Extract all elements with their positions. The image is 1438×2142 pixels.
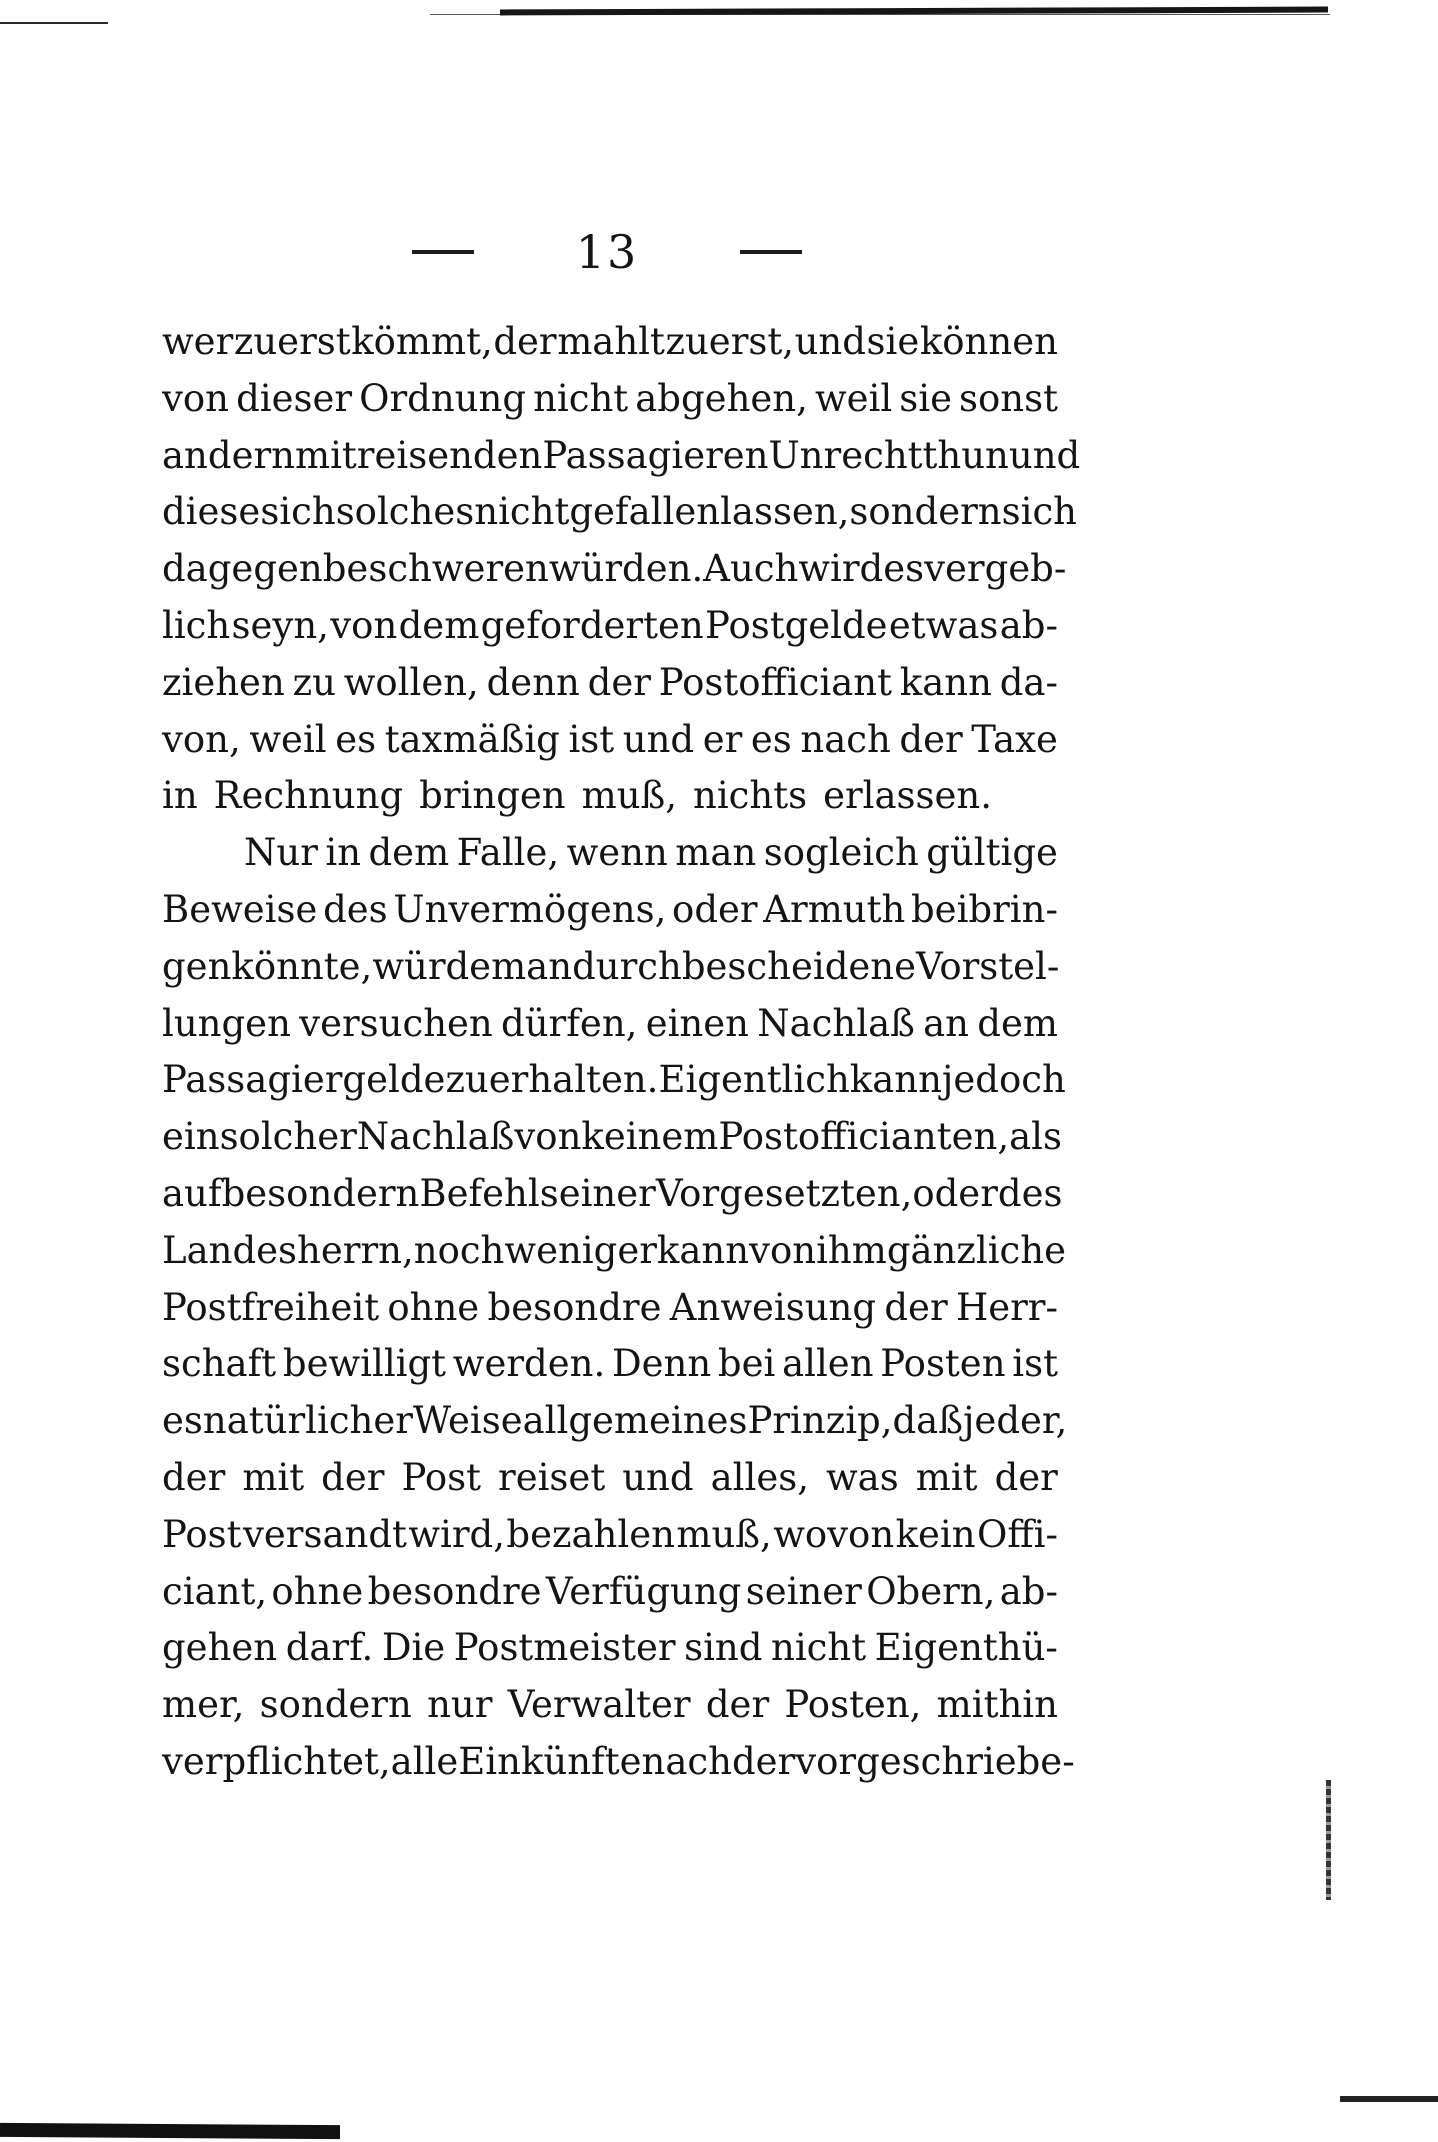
word: solcher xyxy=(219,1115,357,1159)
word: Landesherrn, xyxy=(162,1228,414,1272)
word: der xyxy=(994,1455,1058,1499)
word: man xyxy=(491,944,573,988)
text-line xyxy=(162,1620,1058,1677)
word: der xyxy=(493,320,557,363)
text-line xyxy=(162,939,1058,996)
word: was xyxy=(826,1455,899,1499)
text-line xyxy=(162,1677,1058,1734)
word: Einkünfte xyxy=(458,1739,642,1783)
word: Beweise xyxy=(162,887,318,931)
word: dem xyxy=(368,831,450,875)
word: abgehen, xyxy=(635,376,808,420)
header-dash-right xyxy=(740,250,802,254)
word: weil xyxy=(814,376,893,420)
word: der xyxy=(162,1455,226,1499)
body-text xyxy=(162,314,1081,1791)
text-line xyxy=(162,1109,1062,1166)
word: von, xyxy=(162,717,241,761)
text-line xyxy=(162,825,1058,882)
word: mer, xyxy=(162,1683,245,1727)
word: zu xyxy=(445,1058,489,1102)
word: Post xyxy=(401,1455,481,1499)
word: allen xyxy=(782,1342,874,1386)
word: von xyxy=(330,603,398,647)
word: Postofficiant xyxy=(658,660,892,704)
word: lungen xyxy=(162,1001,291,1045)
word: nicht xyxy=(533,376,629,420)
word: bei xyxy=(717,1342,776,1386)
text-line xyxy=(162,882,1058,939)
word: Postgelde xyxy=(705,603,888,647)
word: Nur xyxy=(244,831,318,875)
word: muß, xyxy=(676,1512,772,1556)
word: Auch xyxy=(703,547,799,591)
word: kann xyxy=(849,1058,942,1102)
page-header xyxy=(412,222,802,282)
word: mit xyxy=(915,1455,978,1499)
word: von xyxy=(749,1228,817,1272)
word: besondre xyxy=(367,1569,542,1613)
word: besondre xyxy=(487,1285,662,1329)
word: allgemeines xyxy=(522,1399,748,1443)
word: Eigentlich xyxy=(658,1058,850,1102)
word: daß xyxy=(892,1399,963,1443)
word: der xyxy=(587,660,651,704)
word: sondern xyxy=(849,490,1002,534)
word: an xyxy=(923,1001,969,1045)
word: oder xyxy=(912,1171,998,1215)
text-line xyxy=(162,484,1077,541)
word: es xyxy=(883,547,925,591)
word: nach xyxy=(800,717,891,761)
text-line xyxy=(162,598,1058,655)
word: Vorstel- xyxy=(916,944,1060,988)
word: oder xyxy=(672,887,758,931)
word: der xyxy=(321,1455,385,1499)
word: alles, xyxy=(710,1455,809,1499)
word: Verwalter xyxy=(507,1683,691,1727)
word: es xyxy=(750,717,792,761)
word: vorgeschriebe- xyxy=(795,1739,1075,1783)
text-line xyxy=(162,996,1058,1053)
word: seiner xyxy=(745,1569,862,1613)
word: würde xyxy=(372,944,492,988)
word: ohne xyxy=(271,1569,364,1613)
word: seyn, xyxy=(231,603,329,647)
word: nicht xyxy=(771,1626,867,1670)
word: Nachlaß xyxy=(757,1001,915,1045)
word: gültige xyxy=(926,831,1058,875)
word: Falle, xyxy=(456,831,560,875)
word: Rechnung xyxy=(213,774,404,818)
word: vergeb- xyxy=(924,547,1067,591)
word: jeder, xyxy=(962,1399,1068,1443)
word: bezahlen xyxy=(506,1512,675,1556)
word: bewilligt xyxy=(282,1342,447,1386)
word: noch xyxy=(413,1228,505,1272)
word: wenn xyxy=(566,831,668,875)
word: ist xyxy=(1012,1342,1058,1386)
word: Denn xyxy=(611,1342,712,1386)
text-line xyxy=(162,655,1058,712)
word: von xyxy=(162,376,230,420)
text-line xyxy=(162,1280,1058,1337)
word: Offi- xyxy=(977,1512,1058,1556)
text-line xyxy=(162,371,1058,428)
word: ist xyxy=(568,717,615,761)
word: des xyxy=(323,887,388,931)
word: Herr- xyxy=(955,1285,1058,1329)
word: ab- xyxy=(999,603,1058,647)
word: kann xyxy=(899,660,992,704)
word: erhalten. xyxy=(488,1058,659,1102)
word: es xyxy=(335,717,377,761)
word: da- xyxy=(999,660,1058,704)
word: sondern xyxy=(259,1683,412,1727)
text-line xyxy=(162,1393,1068,1450)
text-line xyxy=(162,1734,1075,1791)
word: wollen, xyxy=(343,660,479,704)
scan-edge-line xyxy=(0,22,108,24)
text-line xyxy=(162,1336,1058,1393)
word: nach xyxy=(641,1739,732,1783)
word: jedoch xyxy=(941,1058,1066,1102)
word: taxmäßig xyxy=(384,717,560,761)
word: bescheidene xyxy=(681,944,917,988)
word: bringen xyxy=(419,774,566,818)
word: dieser xyxy=(236,376,353,420)
word: Passagiergelde xyxy=(162,1058,446,1102)
word: sich xyxy=(260,490,336,534)
word: diese xyxy=(162,490,261,534)
word: Unrecht xyxy=(768,433,923,477)
word: Weise xyxy=(412,1399,523,1443)
word: lassen, xyxy=(720,490,850,534)
word: können xyxy=(919,320,1058,363)
word: der xyxy=(899,717,963,761)
word: lich xyxy=(162,603,231,647)
word: etwas xyxy=(888,603,999,647)
text-line xyxy=(162,541,1067,598)
word: er xyxy=(702,717,743,761)
word: Unvermögens, xyxy=(393,887,667,931)
word: in xyxy=(162,774,198,818)
text-line xyxy=(162,428,1081,485)
word: sich xyxy=(1001,490,1077,534)
word: Postmeister xyxy=(453,1626,676,1670)
word: denn xyxy=(486,660,580,704)
word: Befehl xyxy=(419,1171,540,1215)
word: Posten xyxy=(880,1342,1006,1386)
page-number: 13 xyxy=(575,225,639,279)
word: versandt xyxy=(242,1512,407,1556)
word: gen xyxy=(162,944,232,988)
word: thun xyxy=(922,433,1009,477)
word: und xyxy=(622,1455,694,1499)
word: gefallen xyxy=(569,490,721,534)
text-line xyxy=(162,1223,1066,1280)
word: Postofficianten, xyxy=(718,1115,1010,1159)
word: ohne xyxy=(387,1285,480,1329)
word: darf. xyxy=(285,1626,374,1670)
word: würden. xyxy=(548,547,704,591)
word: werden. xyxy=(452,1342,606,1386)
word: der xyxy=(884,1285,948,1329)
word: zuerst, xyxy=(665,320,794,363)
word: Taxe xyxy=(971,717,1058,761)
text-line xyxy=(162,768,1058,825)
word: Post xyxy=(162,1512,242,1556)
text-line xyxy=(162,1052,1066,1109)
text-line xyxy=(162,314,1058,371)
word: schaft xyxy=(162,1342,277,1386)
word: Anweisung xyxy=(669,1285,877,1329)
word: Passagieren xyxy=(542,433,769,477)
word: Armuth xyxy=(763,887,906,931)
word: als xyxy=(1009,1115,1062,1159)
text-line xyxy=(162,1507,1058,1564)
word: andern xyxy=(162,433,295,477)
word: wer xyxy=(162,320,234,363)
word: versuchen xyxy=(299,1001,493,1045)
word: solches xyxy=(335,490,475,534)
word: sind xyxy=(684,1626,763,1670)
header-dash-left xyxy=(412,250,474,254)
word: wird, xyxy=(408,1512,505,1556)
word: keinem xyxy=(581,1115,719,1159)
word: alle xyxy=(390,1739,459,1783)
word: nicht xyxy=(474,490,570,534)
word: besondern xyxy=(221,1171,420,1215)
word: Posten, xyxy=(784,1683,922,1727)
word: wovon xyxy=(773,1512,895,1556)
word: ein xyxy=(162,1115,220,1159)
word: auf xyxy=(162,1171,222,1215)
text-line xyxy=(162,1450,1058,1507)
word: seiner xyxy=(539,1171,656,1215)
word: einen xyxy=(645,1001,749,1045)
word: beschweren xyxy=(322,547,549,591)
word: durch xyxy=(572,944,682,988)
word: und xyxy=(622,717,695,761)
word: mit xyxy=(242,1455,305,1499)
word: kömmt, xyxy=(351,320,493,363)
scan-edge-mark xyxy=(1326,1780,1331,1900)
word: dürfen, xyxy=(501,1001,638,1045)
word: könnte, xyxy=(231,944,373,988)
word: von xyxy=(514,1115,582,1159)
word: und xyxy=(1008,433,1081,477)
word: weniger xyxy=(504,1228,657,1272)
word: es xyxy=(162,1399,203,1443)
text-line xyxy=(162,1166,1063,1223)
word: Verfügung xyxy=(545,1569,742,1613)
word: Nachlaß xyxy=(356,1115,515,1159)
word: mahlt xyxy=(557,320,665,363)
word: weil xyxy=(249,717,327,761)
word: erlassen. xyxy=(823,774,993,818)
word: beibrin- xyxy=(911,887,1058,931)
word: muß, xyxy=(581,774,677,818)
text-line xyxy=(162,1564,1058,1621)
word: ab- xyxy=(999,1569,1058,1613)
word: wird xyxy=(798,547,884,591)
word: Eigenthü- xyxy=(874,1626,1058,1670)
word: dagegen xyxy=(162,547,323,591)
word: ziehen xyxy=(162,660,285,704)
word: mithin xyxy=(936,1683,1058,1727)
word: in xyxy=(325,831,362,875)
word: und xyxy=(794,320,866,363)
word: verpflichtet, xyxy=(162,1739,391,1783)
word: natürlicher xyxy=(202,1399,413,1443)
word: dem xyxy=(398,603,480,647)
word: gehen xyxy=(162,1626,278,1670)
word: zuerst xyxy=(233,320,351,363)
word: Ordnung xyxy=(359,376,527,420)
word: des xyxy=(997,1171,1063,1215)
word: dem xyxy=(977,1001,1058,1045)
word: sogleich xyxy=(763,831,919,875)
word: der xyxy=(731,1739,796,1783)
word: man xyxy=(675,831,757,875)
word: nur xyxy=(427,1683,493,1727)
scan-edge-line xyxy=(1340,2096,1438,2102)
word: der xyxy=(705,1683,770,1727)
word: Vorgesetzten, xyxy=(655,1171,913,1215)
word: sonst xyxy=(959,376,1058,420)
word: kann xyxy=(656,1228,750,1272)
word: ihm xyxy=(816,1228,887,1272)
word: kein xyxy=(895,1512,976,1556)
word: Postfreiheit xyxy=(162,1285,380,1329)
word: mitreisenden xyxy=(295,433,543,477)
word: geforderten xyxy=(480,603,704,647)
word: nichts xyxy=(693,774,808,818)
word: sie xyxy=(866,320,920,363)
scan-edge-line xyxy=(0,2123,340,2139)
word: reiset xyxy=(498,1455,606,1499)
text-line xyxy=(162,712,1058,769)
word: gänzliche xyxy=(886,1228,1066,1272)
word: sie xyxy=(899,376,952,420)
word: ciant, xyxy=(162,1569,268,1613)
word: Die xyxy=(381,1626,446,1670)
word: zu xyxy=(292,660,336,704)
word: Prinzip, xyxy=(747,1399,893,1443)
word: Obern, xyxy=(866,1569,996,1613)
